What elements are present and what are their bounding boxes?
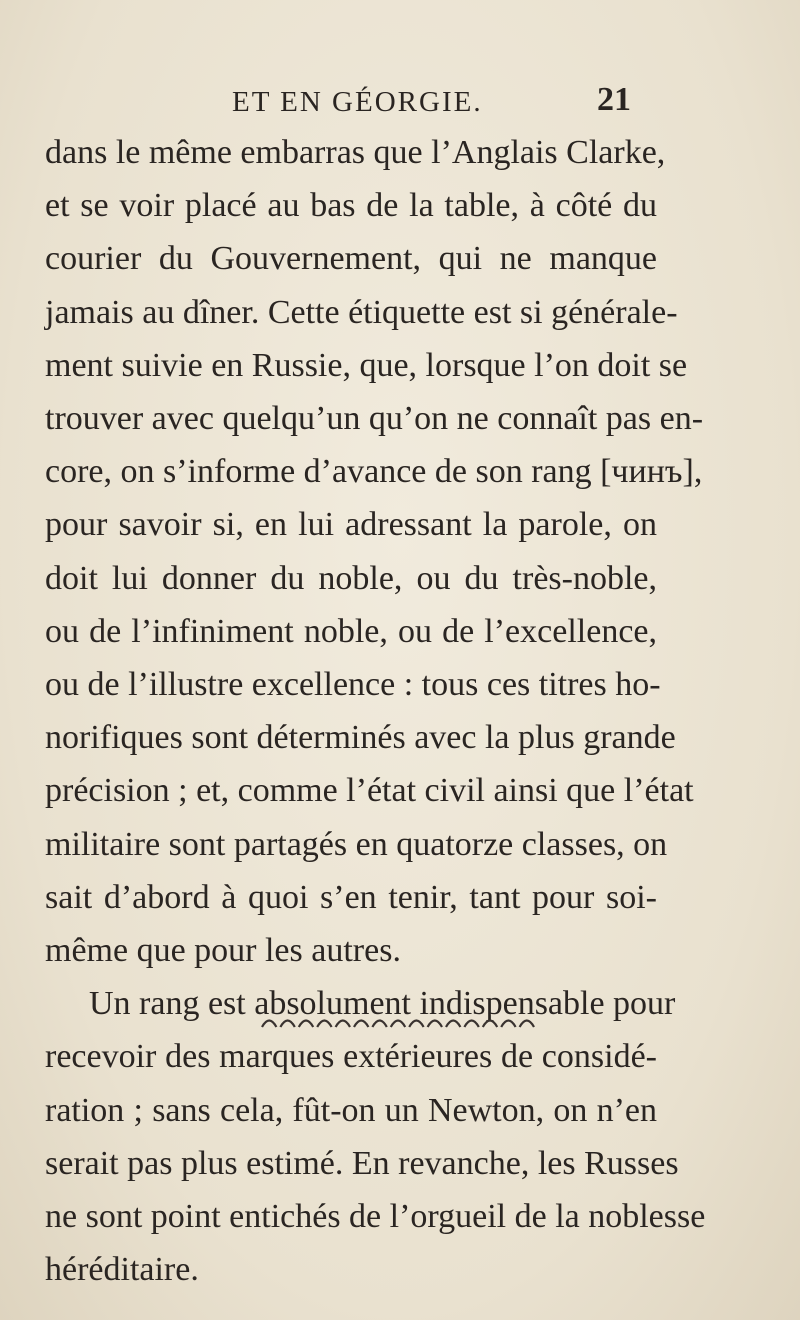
- ornament-scallop: [280, 1021, 294, 1028]
- text-line: ou de l’illustre excellence : tous ces titres ho-: [45, 666, 661, 704]
- ornament-scallop: [336, 1021, 350, 1028]
- text-line: doit lui donner du noble, ou du très-noble,: [45, 559, 657, 597]
- text-line-paragraph-end: héréditaire.: [45, 1251, 199, 1289]
- text-line: ou de l’infiniment noble, ou de l’excellence,: [45, 612, 657, 650]
- ornament-scallop: [354, 1021, 368, 1028]
- ornament-scallop: [299, 1021, 313, 1028]
- text-line-paragraph-end: même que pour les autres.: [45, 932, 401, 970]
- text-line: ne sont point entichés de l’orgueil de la noblesse: [45, 1198, 706, 1236]
- text-line: militaire sont partagés en quatorze classes, on: [45, 825, 668, 863]
- ornament-scallop: [446, 1021, 460, 1028]
- ornament-scallop: [464, 1021, 478, 1028]
- ornament-scallop: [501, 1021, 515, 1028]
- text-line: ration ; sans cela, fût-on un Newton, on n’en: [45, 1091, 657, 1129]
- text-line: précision ; et, comme l’état civil ainsi que l’état: [45, 772, 694, 810]
- running-head: [0, 82, 800, 122]
- body-text: [45, 126, 706, 1296]
- text-line: norifiques sont déterminés avec la plus grande: [45, 719, 676, 757]
- ornament-scallop: [317, 1021, 331, 1028]
- text-line: recevoir des marques extérieures de considé-: [45, 1038, 657, 1076]
- text-line: courier du Gouvernement, qui ne manque: [45, 240, 657, 278]
- ornament-scallop: [483, 1021, 497, 1028]
- decorative-rule-ornament: [260, 1016, 536, 1030]
- ornament-scallop: [372, 1021, 386, 1028]
- ornament-scallop: [262, 1021, 276, 1028]
- text-line: serait pas plus estimé. En revanche, les Russes: [45, 1144, 679, 1182]
- ornament-scallop: [428, 1021, 442, 1028]
- text-line: sait d’abord à quoi s’en tenir, tant pour soi-: [45, 878, 657, 916]
- running-title: ET EN GÉORGIE.: [232, 86, 483, 118]
- text-line: jamais au dîner. Cette étiquette est si générale-: [45, 293, 678, 331]
- text-line: dans le même embarras que l’Anglais Clarke,: [45, 134, 666, 171]
- text-line: et se voir placé au bas de la table, à côté du: [45, 187, 657, 225]
- text-line: core, on s’informe d’avance de son rang [чинъ],: [45, 453, 703, 491]
- text-line: pour savoir si, en lui adressant la parole, on: [45, 506, 657, 544]
- ornament-scallop: [520, 1021, 534, 1028]
- text-line: trouver avec quelqu’un qu’on ne connaît pas en-: [45, 400, 704, 438]
- text-line: ment suivie en Russie, que, lorsque l’on doit se: [45, 346, 688, 384]
- ornament-scallop: [409, 1021, 423, 1028]
- page-number: 21: [597, 81, 631, 118]
- ornament-scallop: [391, 1021, 405, 1028]
- text-line-paragraph-start: Un rang est absolument indispensable pour: [89, 985, 676, 1023]
